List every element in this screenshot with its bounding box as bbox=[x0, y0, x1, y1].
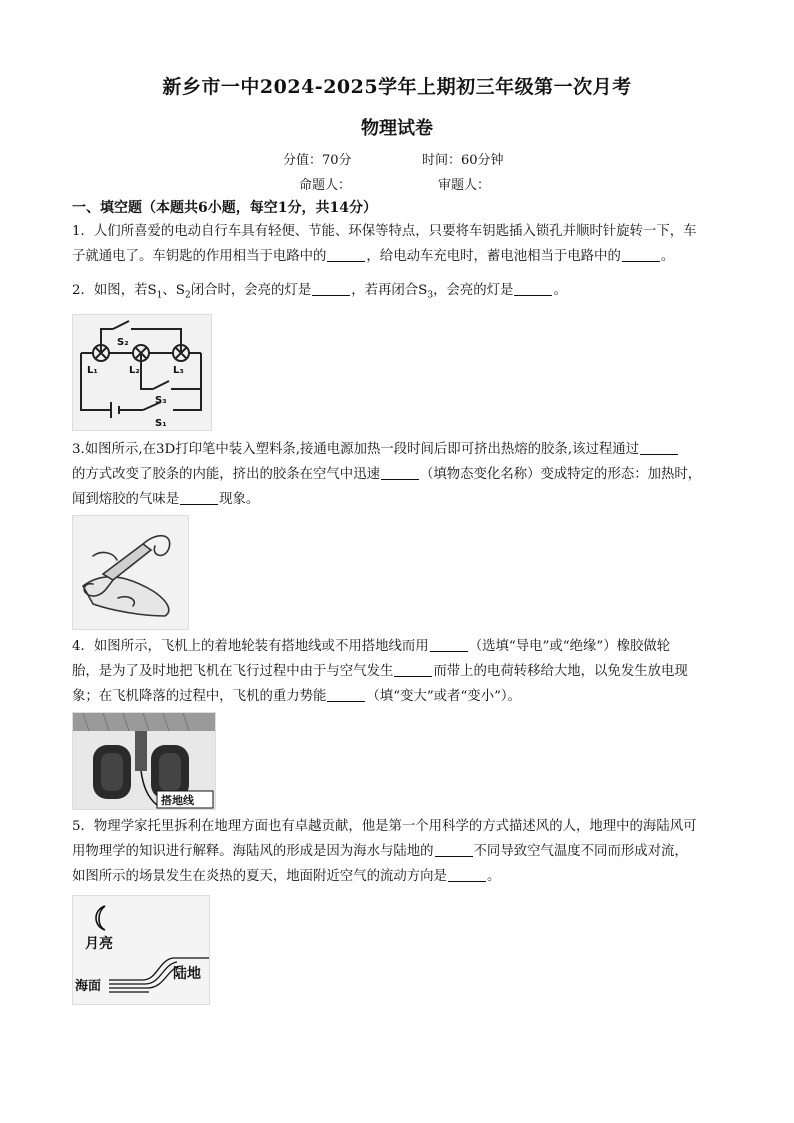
q5-line-2 bbox=[72, 839, 732, 864]
label-l1: L₁ bbox=[87, 365, 98, 376]
reviewer-label: 审题人： bbox=[438, 178, 491, 193]
exam-title: 新乡市一中2024-2025学年上期初三年级第一次月考 bbox=[162, 76, 632, 98]
q1-text-c: 。 bbox=[660, 249, 675, 264]
q3-line-3 bbox=[72, 487, 732, 512]
q3-line-2 bbox=[72, 462, 732, 487]
q2-text-a: 2．如图，若S bbox=[72, 283, 157, 298]
q1-text-b: ，给电动车充电时，蓄电池相当于电路中的 bbox=[366, 249, 621, 264]
answer-blank[interactable] bbox=[381, 465, 419, 480]
landing-gear-illustration bbox=[73, 713, 215, 809]
label-sea: 海面 bbox=[75, 979, 102, 994]
answer-blank[interactable] bbox=[640, 440, 678, 455]
q3-text-a: 3.如图所示,在3D打印笔中装入塑料条,接通电源加热一段时间后即可挤出热熔的胶条,该过程通过 bbox=[72, 442, 640, 457]
q2-text-e: ，会亮的灯是 bbox=[433, 283, 514, 298]
question-4 bbox=[72, 634, 732, 709]
q1-line-1: 1．人们所喜爱的电动自行车具有轻便、节能、环保等特点，只要将车钥匙插入锁孔并顺时针旋转一下，车 bbox=[72, 224, 697, 239]
answer-blank[interactable] bbox=[394, 662, 432, 677]
q4-line-1 bbox=[72, 634, 732, 659]
q2-line-1 bbox=[72, 278, 732, 303]
answer-blank[interactable] bbox=[430, 637, 468, 652]
answer-blank[interactable] bbox=[448, 867, 486, 882]
q3-text-c: （填物态变化名称）变成特定的形态：加热时， bbox=[419, 467, 702, 482]
question-3 bbox=[72, 437, 732, 512]
q5-line-1: 5．物理学家托里拆利在地理方面也有卓越贡献，他是第一个用科学的方式描述风的人，地理中的海陆风可 bbox=[72, 819, 697, 834]
q2-text-d: ，若再闭合S bbox=[351, 283, 428, 298]
question-5 bbox=[72, 814, 732, 889]
moon-icon bbox=[96, 906, 105, 930]
q4-text-a: 4．如图所示，飞机上的着地轮装有搭地线或不用搭地线而用 bbox=[72, 639, 429, 654]
setter-label: 命题人： bbox=[299, 178, 352, 193]
label-s3: S₃ bbox=[155, 395, 167, 406]
q2-text-c: 闭合时，会亮的灯是 bbox=[190, 283, 312, 298]
q4-text-d: 而带上的电荷转移给大地，以免发生放电现 bbox=[433, 664, 688, 679]
q4-text-c: 胎，是为了及时地把飞机在飞行过程中由于与空气发生 bbox=[72, 664, 394, 679]
label-s1: S₁ bbox=[155, 418, 167, 429]
q2-text-f: 。 bbox=[553, 283, 567, 298]
q2-sub-2: 2 bbox=[184, 290, 191, 301]
answer-blank[interactable] bbox=[622, 247, 660, 262]
q4-line-3 bbox=[72, 684, 732, 709]
q2-sub-1: 1 bbox=[156, 290, 163, 301]
q5-text-c: 如图所示的场景发生在炎热的夏天，地面附近空气的流动方向是 bbox=[72, 869, 447, 884]
3d-pen-figure bbox=[72, 515, 189, 630]
q5-text-b: 不同导致空气温度不同而形成对流， bbox=[473, 844, 688, 859]
q4-line-2 bbox=[72, 659, 732, 684]
exam-subtitle: 物理试卷 bbox=[361, 118, 433, 139]
answer-blank[interactable] bbox=[327, 247, 365, 262]
question-2 bbox=[72, 278, 732, 303]
circuit-diagram bbox=[73, 315, 211, 430]
q2-sub-3: 3 bbox=[427, 290, 434, 301]
sea-land-illustration bbox=[73, 896, 209, 1004]
landing-gear-figure bbox=[72, 712, 216, 810]
answer-blank[interactable] bbox=[327, 687, 365, 702]
q4-text-e: 象；在飞机降落的过程中，飞机的重力势能 bbox=[72, 689, 327, 704]
q2-text-b: 、S bbox=[162, 283, 185, 298]
label-l3: L₃ bbox=[173, 365, 184, 376]
q4-text-b: （选填“导电”或“绝缘”）橡胶做轮 bbox=[468, 639, 671, 654]
question-1 bbox=[72, 219, 732, 269]
answer-blank[interactable] bbox=[312, 281, 350, 296]
q3-line-1 bbox=[72, 437, 732, 462]
label-land: 陆地 bbox=[173, 966, 201, 982]
q3-text-e: 现象。 bbox=[219, 492, 260, 507]
label-s2: S₂ bbox=[117, 337, 129, 348]
3d-pen-illustration bbox=[73, 516, 188, 629]
q5-text-d: 。 bbox=[486, 869, 501, 884]
q3-text-b: 的方式改变了胶条的内能，挤出的胶条在空气中迅速 bbox=[72, 467, 380, 482]
q5-line-3 bbox=[72, 864, 732, 889]
score-label: 分值：70分 bbox=[283, 153, 352, 168]
answer-blank[interactable] bbox=[180, 490, 218, 505]
answer-blank[interactable] bbox=[435, 842, 473, 857]
label-ground-wire: 搭地线 bbox=[161, 794, 194, 807]
q4-text-f: （填“变大”或者“变小”）。 bbox=[366, 689, 522, 704]
label-moon: 月亮 bbox=[85, 936, 113, 952]
answer-blank[interactable] bbox=[514, 281, 552, 296]
sea-land-breeze-figure bbox=[72, 895, 210, 1005]
time-label: 时间：60分钟 bbox=[422, 153, 504, 168]
section-heading: 一、填空题（本题共6小题，每空1分，共14分） bbox=[72, 200, 377, 216]
q1-line-2 bbox=[72, 244, 732, 269]
label-l2: L₂ bbox=[129, 365, 140, 376]
q5-text-a: 用物理学的知识进行解释。海陆风的形成是因为海水与陆地的 bbox=[72, 844, 434, 859]
circuit-figure bbox=[72, 314, 212, 431]
q3-text-d: 闻到熔胶的气味是 bbox=[72, 492, 180, 507]
q1-text-a: 子就通电了。车钥匙的作用相当于电路中的 bbox=[72, 249, 327, 264]
